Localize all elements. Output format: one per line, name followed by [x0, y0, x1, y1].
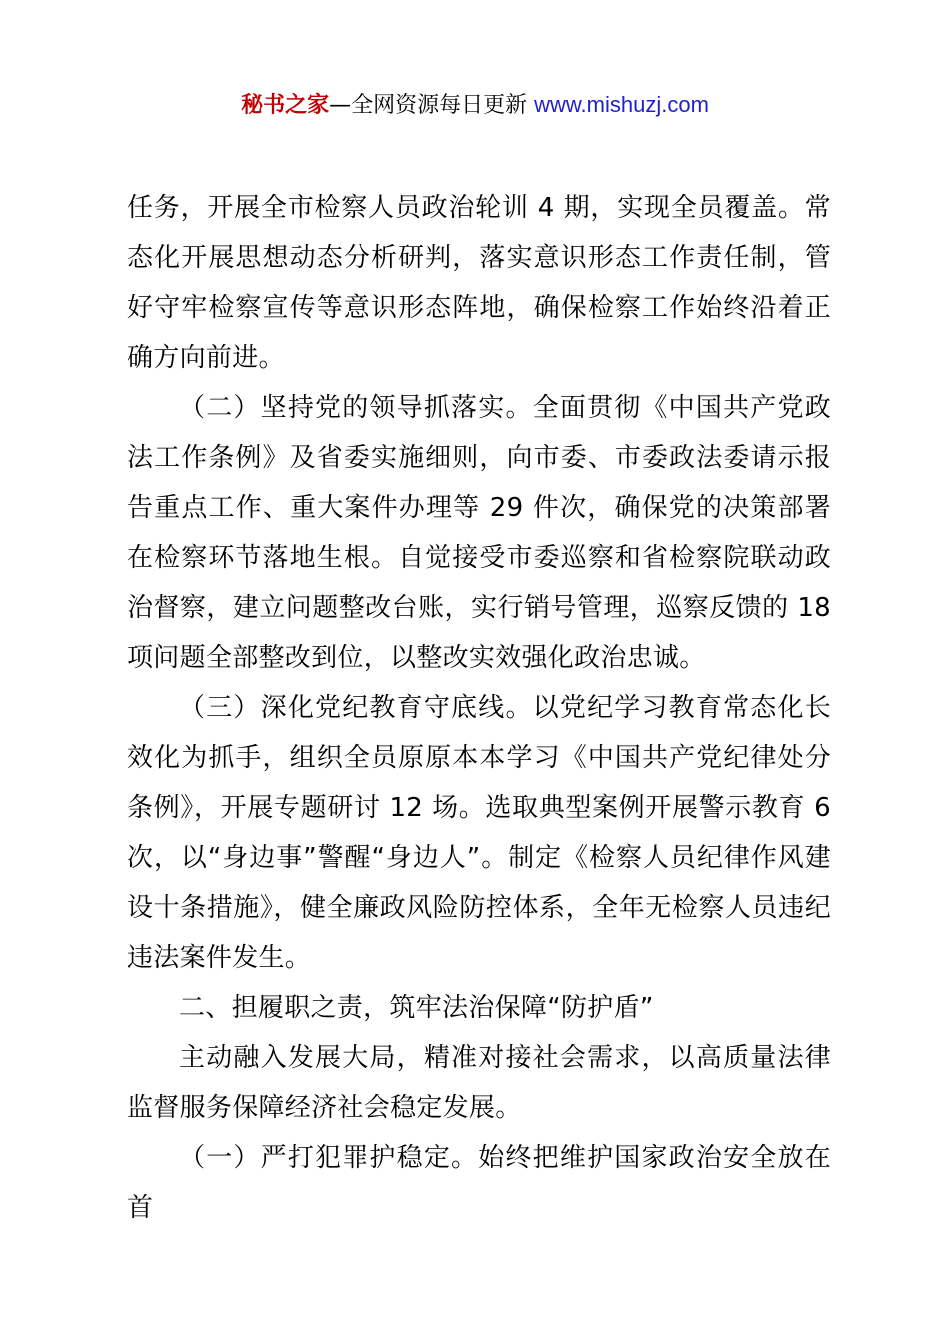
brand-name: 秘书之家 — [241, 93, 330, 118]
paragraph-4: 主动融入发展大局，精准对接社会需求，以高质量法律监督服务保障经济社会稳定发展。 — [127, 1043, 831, 1123]
paragraph-5: （一）严打犯罪护稳定。始终把维护国家政治安全放在首 — [127, 1143, 831, 1223]
document-body — [127, 183, 831, 1233]
paragraph-3: （三）深化党纪教育守底线。以党纪学习教育常态化长效化为抓手，组织全员原原本本学习《中国共产党纪律处分条例》，开展专题研讨 12 场。选取典型案例开展警示教育 6 次，以“身边事”警醒“身边人”。制定《检察人员纪律作风建设十条措施》，健全廉政风险防控体系，全年无检察人员违纪违法案件发生。 — [127, 693, 831, 973]
paragraph-2: （二）坚持党的领导抓落实。全面贯彻《中国共产党政法工作条例》及省委实施细则，向市委、市委政法委请示报告重点工作、重大案件办理等 29 件次，确保党的决策部署在检察环节落地生根。自觉接受市委巡察和省检察院联动政治督察，建立问题整改台账，实行销号管理，巡察反馈的 18 项问题全部整改到位，以整改实效强化政治忠诚。 — [127, 393, 831, 673]
section-heading: 二、担履职之责，筑牢法治保障“防护盾” — [179, 993, 654, 1023]
header-tagline: —全网资源每日更新 — [329, 93, 528, 118]
paragraph-1: 任务，开展全市检察人员政治轮训 4 期，实现全员覆盖。常态化开展思想动态分析研判，落实意识形态工作责任制，管好守牢检察宣传等意识形态阵地，确保检察工作始终沿着正确方向前进。 — [127, 193, 831, 373]
page-header — [0, 88, 950, 123]
site-url-link[interactable]: www.mishuzj.com — [534, 92, 709, 117]
